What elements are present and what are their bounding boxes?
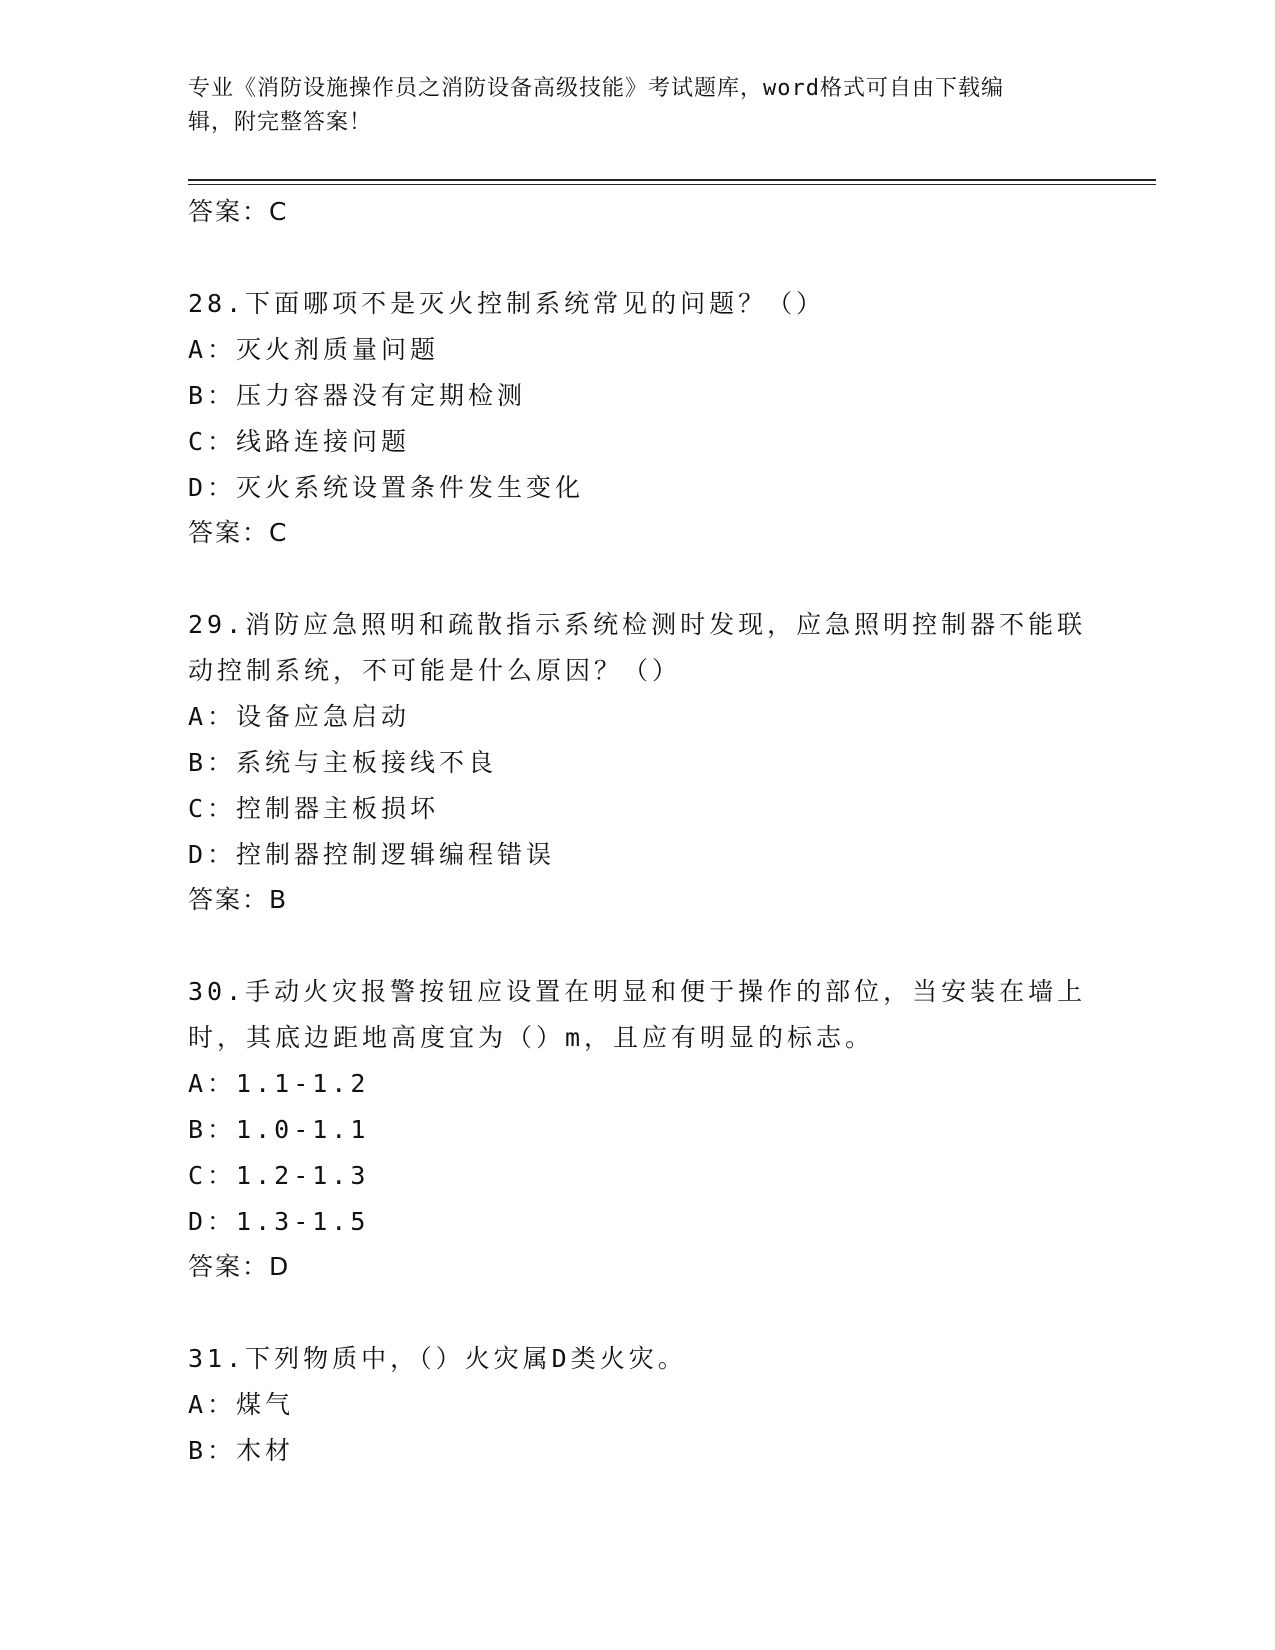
header-divider-thin <box>188 184 1156 185</box>
option-b: B：1.0-1.1 <box>188 1115 370 1144</box>
option-a: A：灭火剂质量问题 <box>188 335 440 364</box>
header-line-1: 专业《消防设施操作员之消防设备高级技能》考试题库，word格式可自由下载编 <box>188 76 1004 101</box>
option-a: A：设备应急启动 <box>188 702 411 731</box>
document-header <box>188 72 1078 140</box>
question-28 <box>188 281 1088 555</box>
question-text: 31.下列物质中，（）火灾属D类火灾。 <box>188 1344 687 1373</box>
option-a: A：煤气 <box>188 1390 295 1419</box>
option-d: D：1.3-1.5 <box>188 1207 370 1236</box>
question-text: 28.下面哪项不是灭火控制系统常见的问题？（） <box>188 289 826 318</box>
option-d: D：灭火系统设置条件发生变化 <box>188 473 585 502</box>
option-b: B：压力容器没有定期检测 <box>188 381 527 410</box>
answer-line: 答案：C <box>188 197 289 226</box>
option-c: C：线路连接问题 <box>188 427 411 456</box>
option-c: C：1.2-1.3 <box>188 1161 370 1190</box>
header-line-2: 辑，附完整答案！ <box>188 110 373 135</box>
question-30 <box>188 969 1088 1289</box>
option-b: B：系统与主板接线不良 <box>188 748 498 777</box>
option-b: B：木材 <box>188 1436 295 1465</box>
answer-line: 答案：C <box>188 518 289 547</box>
answer-line: 答案：B <box>188 885 289 914</box>
question-31 <box>188 1336 1088 1474</box>
answer-line: 答案：D <box>188 1252 291 1281</box>
question-text: 29.消防应急照明和疏散指示系统检测时发现，应急照明控制器不能联动控制系统，不可能是什么原因？（） <box>188 610 1087 685</box>
option-a: A：1.1-1.2 <box>188 1069 370 1098</box>
question-text: 30.手动火灾报警按钮应设置在明显和便于操作的部位，当安装在墙上时，其底边距地高度宜为（）m，且应有明显的标志。 <box>188 977 1087 1052</box>
question-29 <box>188 602 1088 922</box>
option-d: D：控制器控制逻辑编程错误 <box>188 840 556 869</box>
option-c: C：控制器主板损坏 <box>188 794 440 823</box>
header-divider-thick <box>188 179 1156 181</box>
question-list <box>188 190 1088 1474</box>
